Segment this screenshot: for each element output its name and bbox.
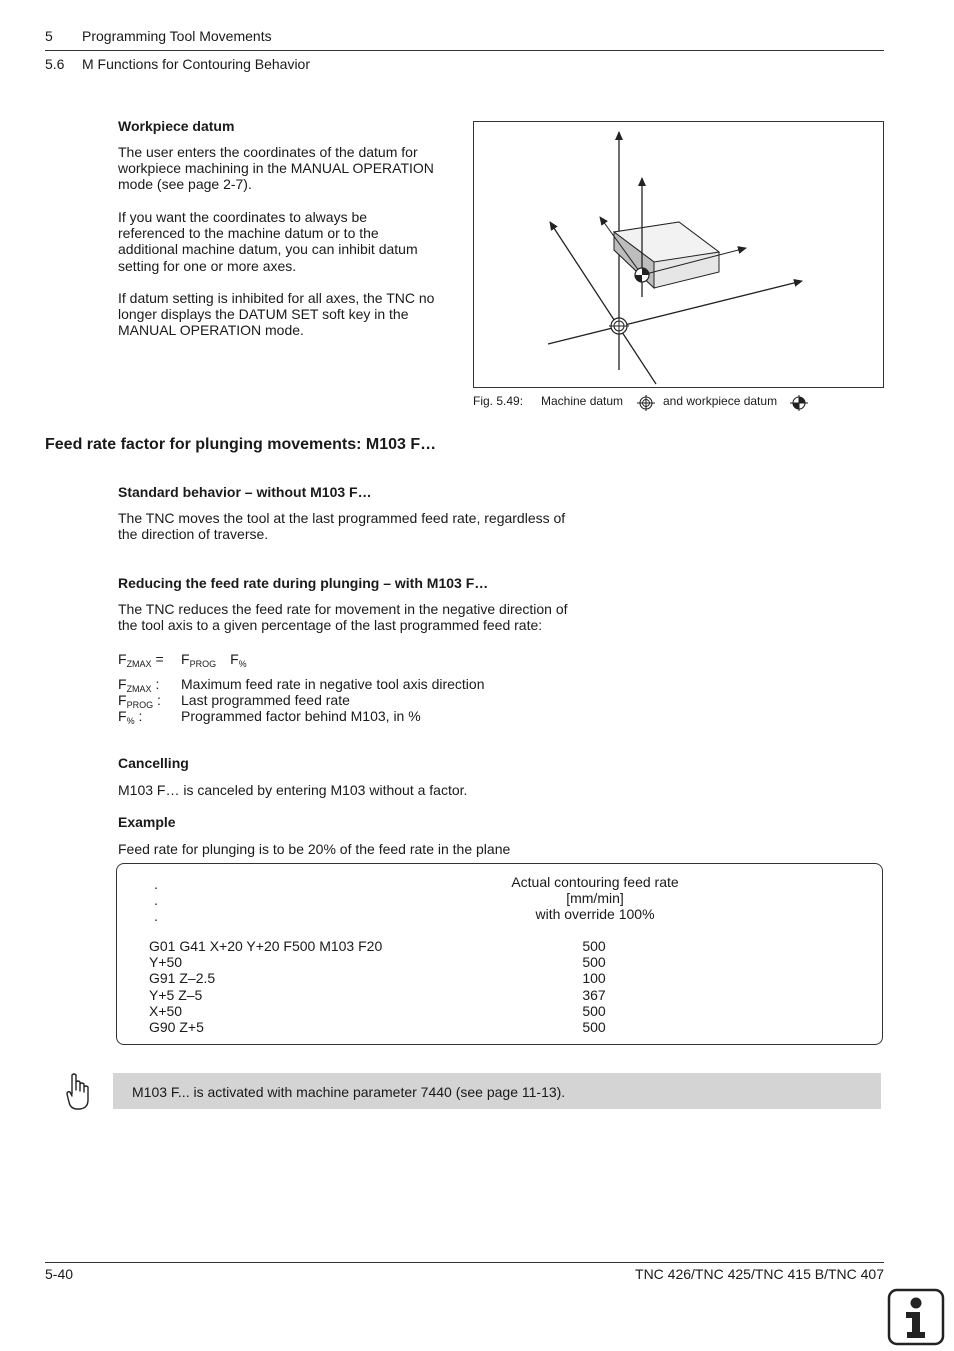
workpiece-para-3: If datum setting is inhibited for all axes, the TNC no longer displays the DATUM SET soft key in the MANUAL OPERATION mode.: [118, 290, 435, 339]
info-icon: [887, 1288, 945, 1346]
reducing-heading: Reducing the feed rate during plunging – with M103 F…: [118, 575, 489, 591]
code-line: Y+50: [149, 954, 183, 971]
pointing-hand-icon: [64, 1072, 92, 1112]
cancelling-heading: Cancelling: [118, 755, 189, 771]
ellipsis-dot-1: .: [154, 876, 158, 892]
workpiece-datum-heading: Workpiece datum: [118, 118, 235, 134]
example-heading: Example: [118, 814, 176, 830]
code-line: G01 G41 X+20 Y+20 F500 M103 F20: [149, 938, 383, 954]
workpiece-para-1: The user enters the coordinates of the datum for workpiece machining in the MANUAL OPERATION mode (see page 2-7).: [118, 144, 434, 193]
machine-datum-icon: [636, 394, 656, 412]
def-prog: Last programmed feed rate: [181, 692, 350, 708]
header-rule: [45, 50, 884, 51]
reducing-text: The TNC reduces the feed rate for movement in the negative direction of the tool axis to a given percentage of the last programmed feed rate:: [118, 601, 568, 634]
workpiece-datum-icon: [789, 394, 809, 412]
figure-caption-number: Fig. 5.49:: [473, 394, 524, 408]
machine-datum-symbol: [609, 316, 629, 336]
workpiece-datum-symbol: [635, 268, 649, 282]
ellipsis-dot-3: .: [154, 908, 158, 924]
ellipsis-dot-2: .: [154, 892, 158, 908]
note-text: M103 F... is activated with machine parameter 7440 (see page 11-13).: [132, 1084, 566, 1100]
formula-lhs: $F_{ZMAX}$ =: [118, 651, 164, 669]
feed-column-header: Actual contouring feed rate [mm/min] with override 100%: [511, 874, 679, 923]
standard-behavior-text: The TNC moves the tool at the last programmed feed rate, regardless of the direction of traverse.: [118, 510, 566, 543]
standard-behavior-heading: Standard behavior – without M103 F…: [118, 484, 372, 500]
footer-rule: [45, 1262, 884, 1263]
formula-rhs: $F_{PROG}$ $F_{\%}$: [181, 651, 247, 669]
code-line: G91 Z–2.5: [149, 970, 216, 987]
code-line: G90 Z+5: [149, 1019, 204, 1036]
figure-caption-workpiece: and workpiece datum: [663, 394, 778, 408]
page-number: 5-40: [45, 1266, 74, 1282]
code-lines: [149, 938, 382, 1035]
feed-value: 500: [582, 938, 606, 954]
feed-value: 500: [582, 1019, 606, 1036]
feed-values: [574, 938, 614, 1035]
section-number: 5.6: [45, 56, 65, 72]
feed-value: 500: [582, 954, 606, 971]
def-term-zmax: $F_{ZMAX}$ :: [118, 676, 160, 694]
datum-diagram: [474, 122, 883, 387]
feed-value: 100: [582, 970, 606, 987]
chapter-title: Programming Tool Movements: [82, 28, 272, 44]
feed-rate-heading: Feed rate factor for plunging movements: M103 F…: [45, 436, 437, 453]
def-pct: Programmed factor behind M103, in %: [181, 708, 421, 724]
machine-y-axis: [548, 281, 802, 344]
chapter-number: 5: [45, 28, 53, 44]
code-line: X+50: [149, 1002, 183, 1019]
feed-value: 367: [582, 986, 606, 1003]
def-term-pct: $F_{\%}$ :: [118, 708, 143, 726]
model-name: TNC 426/TNC 425/TNC 415 B/TNC 407: [635, 1266, 884, 1282]
feed-value: 500: [582, 1002, 606, 1019]
code-line: Y+5 Z–5: [149, 986, 203, 1003]
cancelling-text: M103 F… is canceled by entering M103 without a factor.: [118, 782, 468, 798]
figure-caption-machine: Machine datum: [541, 394, 624, 408]
section-title: M Functions for Contouring Behavior: [82, 56, 310, 72]
workpiece-para-2: If you want the coordinates to always be referenced to the machine datum or to the additional machine datum, you can inhibit datum setting for one or more axes.: [118, 209, 418, 274]
datum-figure: [473, 121, 884, 388]
example-text: Feed rate for plunging is to be 20% of the feed rate in the plane: [118, 841, 511, 857]
def-zmax: Maximum feed rate in negative tool axis direction: [181, 676, 485, 692]
def-term-prog: $F_{PROG}$ :: [118, 692, 161, 710]
